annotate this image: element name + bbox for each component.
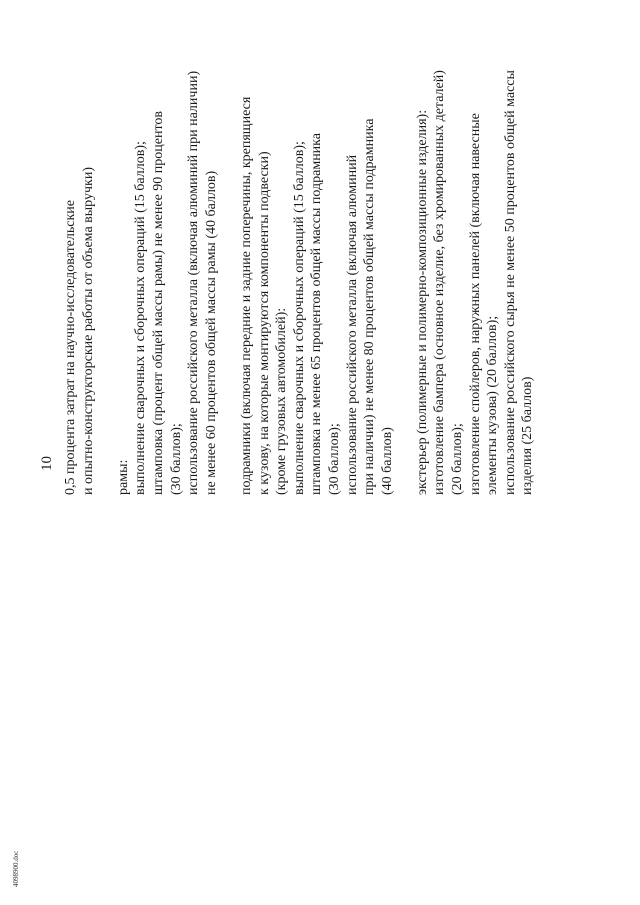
text-line: выполнение сварочных и сборочных операций (15 баллов); xyxy=(291,141,307,495)
text-line: изготовление бампера (основное изделие, без хромированных деталей) xyxy=(432,70,448,495)
file-name-footer: 4098900.doc xyxy=(12,850,20,887)
text-line: штамповка (процент общей массы рамы) не менее 90 процентов xyxy=(150,110,166,495)
text-line: использование российского металла (включая алюминий xyxy=(344,154,360,495)
text-line: (20 баллов); xyxy=(450,423,466,495)
text-line: подрамники (включая передние и задние поперечины, крепящиеся xyxy=(238,96,254,495)
text-line: использование российского сырья не менее 50 процентов общей массы xyxy=(502,70,518,495)
paragraph-rd-expenses xyxy=(62,15,97,495)
text-line: использование российского металла (включая алюминий при наличии) xyxy=(186,70,202,495)
text-line: (40 баллов) xyxy=(379,427,395,495)
text-line: к кузову, на которые монтируются компоненты подвески) xyxy=(256,151,272,495)
text-line: не менее 60 процентов общей массы рамы (40 баллов) xyxy=(203,170,219,495)
text-line: выполнение сварочных и сборочных операций (15 баллов); xyxy=(133,141,149,495)
text-line: 0,5 процента затрат на научно-исследовательские xyxy=(63,200,78,495)
text-line: (кроме грузовых автомобилей): xyxy=(274,307,290,495)
text-line: при наличии) не менее 80 процентов общей массы подрамника xyxy=(362,118,378,495)
text-line: элементы кузова) (20 баллов); xyxy=(485,315,501,495)
paragraph-exterior xyxy=(414,15,537,495)
text-line: штамповка не менее 65 процентов общей массы подрамника xyxy=(309,133,325,495)
text-line: (30 баллов); xyxy=(168,423,184,495)
text-line: рамы: xyxy=(115,459,131,495)
document-body xyxy=(62,15,537,495)
paragraph-subframes xyxy=(238,15,396,495)
page-number: 10 xyxy=(39,456,55,471)
text-line: изготовление спойлеров, наружных панелей (включая навесные xyxy=(467,113,483,495)
text-line: экстерьер (полимерные и полимерно-композиционные изделия): xyxy=(414,109,430,495)
paragraph-frames xyxy=(115,15,221,495)
text-line: и опытно-конструкторские работы от объема выручки) xyxy=(80,167,96,495)
text-line: (30 баллов); xyxy=(326,423,342,495)
text-line: изделия (25 баллов) xyxy=(520,376,536,495)
